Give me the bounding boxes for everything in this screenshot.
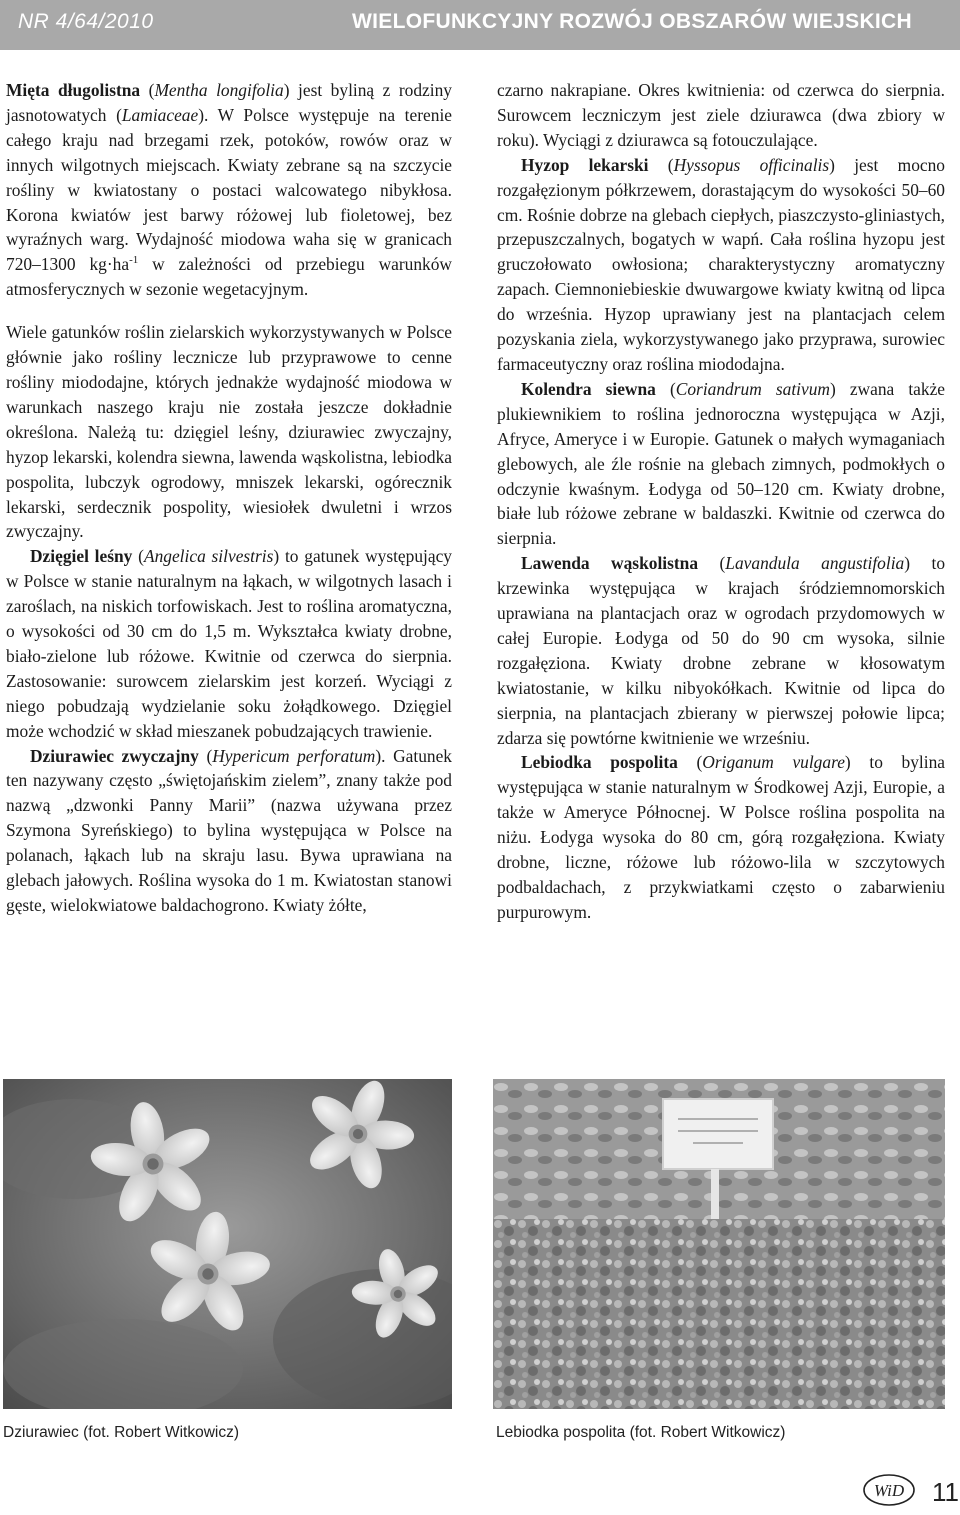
section-title: WIELOFUNKCYJNY ROZWÓJ OBSZARÓW WIEJSKICH [352, 10, 912, 33]
term-kolendra: Kolendra siewna [521, 378, 656, 399]
right-column [497, 78, 945, 925]
paragraph-lawenda: Lawenda wąskolistna (Lavandula angustifolia) to krzewinka występująca w krajach śródziemnomorskich uprawiana na plantacjach oraz w ogrodach przydomowych w całej Europie. Łodyga od 50 do 90 cm wysoka, silnie rozgałęziona. Kwiaty drobne zebrane w kłosowatym kwiatostanie, w kilku nibyokółkach. Kwitnie od lipca do sierpnia, na plantacjach zbierany w pierwszej połowie lipca; zdarza się powtórne kwitnienie we wrześniu. [497, 553, 946, 748]
caption-dziurawiec: Dziurawiec (fot. Robert Witkowicz) [3, 1424, 239, 1441]
photo-dziurawiec [3, 1079, 452, 1409]
term-mieta: Mięta długolistna [6, 80, 141, 100]
page-number: 11 [932, 1477, 959, 1507]
term-dziegiel: Dzięgiel leśny [30, 546, 133, 567]
paragraph-kolendra: Kolendra siewna (Coriandrum sativum) zwana także plukiewnikiem to roślina jednoroczna występująca w Azji, Afryce, Ameryce i w Europie. Gatunek o małych wymaganiach glebowych, ale źle rośnie na glebach zimnych, podmokłych o odczynie kwaśnym. Łodyga od 50–120 cm. Kwiaty drobne, białe lub różowe zebrane w baldaszki. Kwitnie od czerwca do sierpnia. [497, 378, 946, 549]
page-header [0, 0, 960, 50]
wid-logo-icon [862, 1472, 916, 1508]
left-column [6, 78, 452, 918]
term-lebiodka: Lebiodka pospolita [521, 752, 678, 773]
svg-text:WiD: WiD [873, 1481, 905, 1500]
photo-lebiodka [493, 1079, 945, 1409]
term-dziurawiec: Dziurawiec zwyczajny [30, 745, 199, 766]
term-lawenda: Lawenda wąskolistna [521, 553, 699, 574]
paragraph-dziegiel: Dzięgiel leśny (Angelica silvestris) to gatunek występujący w Polsce w stanie naturalnym na łąkach, w wilgotnych lasach i zaroślach, na niskich torfowiskach. Jest to roślina aromatyczna, o wysokości od 30 cm do 1,5 m. Wykształca kwiaty drobne, biało-zielone lub różowe. Kwitnie od czerwca do sierpnia. Zastosowanie: surowcem zielarskim jest korzeń. Wyciągi z niego pobudzają wydzielanie soku żołądkowego. Dzięgiel może wchodzić w skład mieszanek pobudzających trawienie. [6, 546, 452, 741]
paragraph-intro: Wiele gatunków roślin zielarskich wykorzystywanych w Polsce głównie jako rośliny lecznicze lub przyprawowe to cenne rośliny miododajne, których jednakże wydajność miodowa w warunkach naszego kraju nie została jeszcze dokładnie określona. Należą tu: dzięgiel leśny, dziurawiec zwyczajny, hyzop lekarski, kolendra siewna, lawenda wąskolistna, lebiodka pospolita, lubczyk ogrodowy, mniszek lekarski, ogórecznik lekarski, serdecznik pospolity, wiesiołek dwuletni i wrzos zwyczajny. [6, 322, 452, 542]
lebiodka-plants-image [493, 1079, 945, 1409]
issue-number: NR 4/64/2010 [18, 10, 154, 33]
dziurawiec-flowers-image [3, 1079, 452, 1409]
term-hyzop: Hyzop lekarski [521, 154, 649, 175]
paragraph-mieta: Mięta długolistna (Mentha longifolia) jest byliną z rodziny jasnotowatych (Lamiaceae). W Polsce występuje na terenie całego kraju nad brzegami rzek, potoków, rowów oraz w innych wilgotnych miejscach. Kwiaty zebrane są na szczycie rośliny w kwiatostany o postaci walcowatego nibykłosa. Korona kwiatów jest barwy różowej lub fioletowej, bez wyraźnych warg. Wydajność miodowa waha się w granicach 720–1300 $kg\cdot ha^{-1}$ w zależności od przebiegu warunków atmosferycznych w sezonie wegetacyjnym. [6, 80, 453, 300]
paragraph-hyzop: Hyzop lekarski (Hyssopus officinalis) jest mocno rozgałęzionym półkrzewem, dorastającym do wysokości 50–60 cm. Rośnie dobrze na glebach ciepłych, piaszczysto-gliniastych, przepuszczalnych, bogatych w wapń. Cała roślina hyzopu jest gruczołowato owłosiona; charakterystyczny aromatyczny zapach. Ciemnoniebieskie dwuwargowe kwiaty kwitną od lipca do września. Hyzop uprawiany jest na plantacjach celem pozyskania ziela, wykorzystywanego jako przyprawa, surowiec farmaceutyczny oraz roślina miododajna. [497, 154, 946, 374]
plant-label-sign [663, 1099, 773, 1169]
paragraph-dziurawiec: Dziurawiec zwyczajny (Hypericum perforatum). Gatunek ten nazywany często „świętojańskim zielem”, znany także pod nazwą „dzwonki Panny Marii” (nazwa używana przez Szymona Syreńskiego) to bylina występująca w Polsce na polanach, łąkach lub na skraju lasu. Bywa uprawiana na glebach jałowych. Roślina wysoka do 1 m. Kwiatostan stanowi gęste, wielokwiatowe baldachogrono. Kwiaty żółte, [6, 745, 452, 915]
caption-lebiodka: Lebiodka pospolita (fot. Robert Witkowicz) [496, 1424, 786, 1441]
paragraph-lebiodka: Lebiodka pospolita (Origanum vulgare) to bylina występująca w stanie naturalnym w Środkowej Azji, Europie, a także w Ameryce Północnej. W Polsce roślina pospolita na niżu. Łodyga wysoka do 80 cm, górą rozgałęziona. Kwiaty drobne, liczne, różowe lub różowo-lila w szczytowych podbaldachach, z przykwiatkami często o zabarwieniu purpurowym. [497, 752, 945, 922]
paragraph-dziurawiec-cont: czarno nakrapiane. Okres kwitnienia: od czerwca do sierpnia. Surowcem leczniczym jest ziele dziurawca (dwa zbiory w roku). Wyciągi z dziurawca są fotouczulające. [497, 80, 945, 150]
